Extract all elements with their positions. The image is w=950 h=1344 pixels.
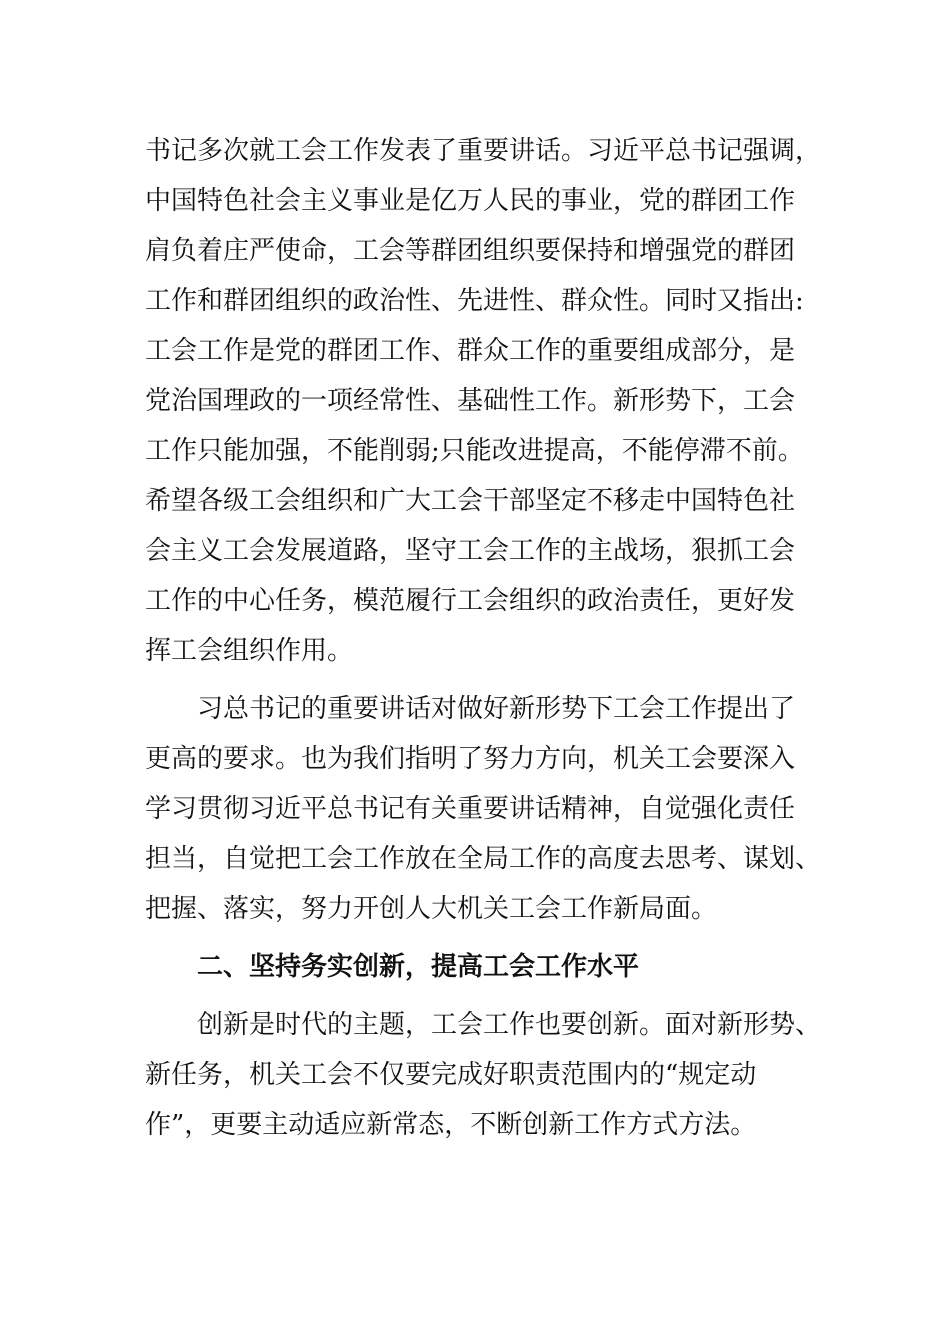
paragraph-line: 书记多次就工会工作发表了重要讲话。习近平总书记强调， [145, 136, 822, 166]
paragraph-line: 工作和群团组织的政治性、先进性、群众性。同时又指出: [145, 286, 804, 316]
paragraph-line: 会主义工会发展道路，坚守工会工作的主战场，狠抓工会 [145, 536, 796, 566]
paragraph-line: 更高的要求。也为我们指明了努力方向，机关工会要深入 [145, 744, 796, 774]
paragraph-line: 肩负着庄严使命，工会等群团组织要保持和增强党的群团 [145, 236, 796, 266]
paragraph-line: 工会工作是党的群团工作、群众工作的重要组成部分，是 [145, 336, 796, 366]
paragraph-line: 党治国理政的一项经常性、基础性工作。新形势下，工会 [145, 386, 796, 416]
paragraph-3 [145, 1000, 822, 1150]
paragraph-line: 工作的中心任务，模范履行工会组织的政治责任，更好发 [145, 586, 796, 616]
section-heading-text: 二、坚持务实创新，提高工会工作水平 [197, 952, 640, 982]
paragraph-line: 创新是时代的主题，工会工作也要创新。面对新形势、 [197, 1010, 822, 1040]
paragraph-line: 中国特色社会主义事业是亿万人民的事业，党的群团工作 [145, 186, 796, 216]
paragraph-line: 担当，自觉把工会工作放在全局工作的高度去思考、谋划、 [145, 844, 822, 874]
paragraph-line: 挥工会组织作用。 [145, 636, 354, 666]
paragraph-line: 新任务，机关工会不仅要完成好职责范围内的“规定动 [145, 1060, 757, 1090]
paragraph-line: 习总书记的重要讲话对做好新形势下工会工作提出了 [197, 694, 796, 724]
paragraph-line: 把握、落实，努力开创人大机关工会工作新局面。 [145, 894, 718, 924]
paragraph-line: 希望各级工会组织和广大工会干部坚定不移走中国特色社 [145, 486, 796, 516]
document-body [145, 126, 822, 1158]
paragraph-line: 学习贯彻习近平总书记有关重要讲话精神，自觉强化责任 [145, 794, 796, 824]
paragraph-line: 工作只能加强，不能削弱;只能改进提高，不能停滞不前。 [145, 436, 804, 466]
paragraph-2 [145, 684, 822, 934]
section-heading [145, 942, 805, 992]
paragraph-1 [145, 126, 822, 676]
paragraph-line: 作”，更要主动适应新常态，不断创新工作方式方法。 [145, 1110, 757, 1140]
